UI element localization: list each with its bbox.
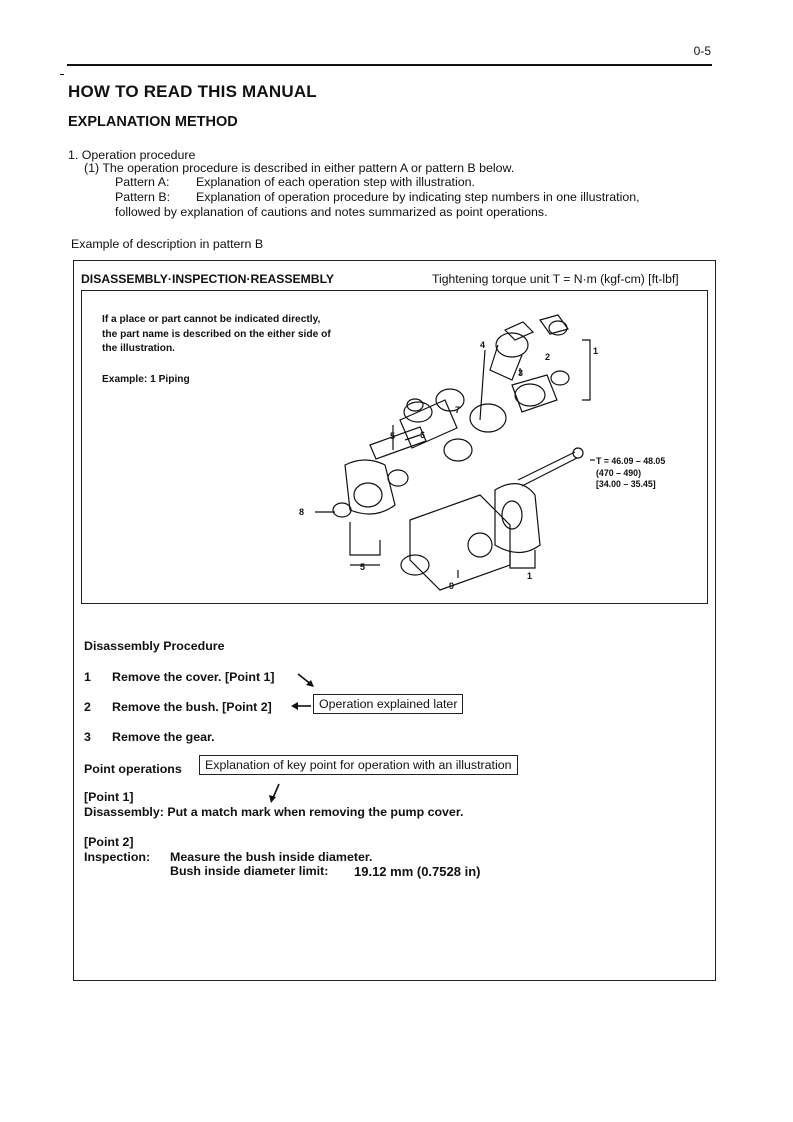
pump-exploded-illustration <box>290 300 600 600</box>
bush-limit-label: Bush inside diameter limit: <box>170 864 329 878</box>
pattern-b-label: Pattern B: <box>115 190 171 204</box>
step-ref: [Point 1] <box>224 670 275 684</box>
bush-upper-b <box>540 315 568 334</box>
flange-bore <box>354 483 382 507</box>
example-caption: Example of description in pattern B <box>71 237 264 251</box>
cover-recess <box>502 501 522 529</box>
torque-unit-note: Tightening torque unit T = N·m (kgf-cm) [ft-lbf] <box>432 272 679 286</box>
torque-value: T = 46.09 – 48.05 <box>596 456 666 466</box>
part-label: 8 <box>299 507 305 517</box>
bolt-head <box>573 448 583 458</box>
point-2-text: Measure the bush inside diameter. <box>170 850 373 864</box>
arrow-point-1 <box>268 782 282 804</box>
bush-upper-a <box>505 322 533 340</box>
leader-1 <box>582 340 590 400</box>
part-label: 5 <box>360 562 366 572</box>
part-label: 2 <box>545 352 551 362</box>
frame-title: DISASSEMBLY·INSPECTION·REASSEMBLY <box>81 272 335 286</box>
step-text: Remove the cover. <box>112 670 222 684</box>
procedure-heading: Disassembly Procedure <box>84 639 225 653</box>
page-title: HOW TO READ THIS MANUAL <box>68 82 317 101</box>
section-title: EXPLANATION METHOD <box>68 114 238 130</box>
step-ref: [Point 2] <box>222 700 272 714</box>
part-label: 1 <box>593 346 599 356</box>
seal-ring-b <box>388 470 408 486</box>
body-port <box>468 533 492 557</box>
step-number: 2 <box>84 700 91 714</box>
arrow-step-1 <box>296 672 318 690</box>
pattern-a-label: Pattern A: <box>115 175 170 189</box>
pattern-a-text: Explanation of each operation step with illustration. <box>196 175 475 189</box>
drive-shaft <box>370 427 426 459</box>
gear-body-mid <box>512 375 557 412</box>
step-number: 1 <box>84 670 91 684</box>
procedure-step-3 <box>84 730 215 744</box>
part-label: 9 <box>449 581 455 591</box>
pattern-b-text: Explanation of operation procedure by indicating step numbers in one illustration, <box>196 190 640 204</box>
procedure-step-1 <box>84 670 275 684</box>
mounting-flange <box>345 460 395 514</box>
torque-kgf: (470 – 490) <box>596 467 641 478</box>
part-label: 6 <box>420 430 426 440</box>
drive-gear <box>444 439 472 461</box>
bush-left <box>470 404 506 432</box>
leader-5-bottom <box>350 522 380 555</box>
drive-gear-body <box>400 400 457 448</box>
key-point-callout: Explanation of key point for operation with an illustration <box>199 755 518 775</box>
cover-bolt <box>518 452 575 480</box>
step-text: Remove the gear. <box>112 730 215 744</box>
page-number: 0-5 <box>693 44 711 58</box>
point-operations-heading: Point operations <box>84 762 182 776</box>
point-1-title: [Point 1] <box>84 790 134 804</box>
part-label: 4 <box>480 340 486 350</box>
step-text: Remove the bush. <box>112 700 219 714</box>
gear-mid <box>515 384 545 406</box>
seal-ring-a <box>407 399 423 411</box>
step-number: 3 <box>84 730 91 744</box>
arrow-step-2 <box>290 700 312 712</box>
point-2-label: Inspection: <box>84 850 151 864</box>
torque-ftlbf: [34.00 – 35.45] <box>596 479 656 489</box>
part-label: 3 <box>518 368 524 378</box>
illustration-note-example: Example: 1 Piping <box>102 374 190 385</box>
oil-seal <box>333 503 351 517</box>
procedure-step-2 <box>84 700 272 714</box>
intro-item-1: 1. Operation procedure <box>68 148 196 162</box>
part-label: 5 <box>390 431 396 441</box>
part-label: 1 <box>527 571 533 581</box>
operation-explained-later-callout: Operation explained later <box>313 694 463 714</box>
seal-ring-mid <box>551 371 569 385</box>
illustration-note: If a place or part cannot be indicated directly, the part name is described on the either side of the illustration. <box>102 314 331 354</box>
bush-limit-value: 19.12 mm (0.7528 in) <box>354 864 481 879</box>
intro-sub-1: (1) The operation procedure is described in either pattern A or pattern B below. <box>84 161 515 175</box>
torque-spec <box>596 456 665 491</box>
pattern-b-text-cont: followed by explanation of cautions and notes summarized as point operations. <box>115 205 548 219</box>
header-rule <box>67 64 712 66</box>
part-label: 7 <box>455 405 461 415</box>
point-1-text: Disassembly: Put a match mark when removing the pump cover. <box>84 805 464 819</box>
point-2-title: [Point 2] <box>84 835 134 849</box>
leader-4 <box>480 350 485 420</box>
margin-tick <box>60 74 64 75</box>
